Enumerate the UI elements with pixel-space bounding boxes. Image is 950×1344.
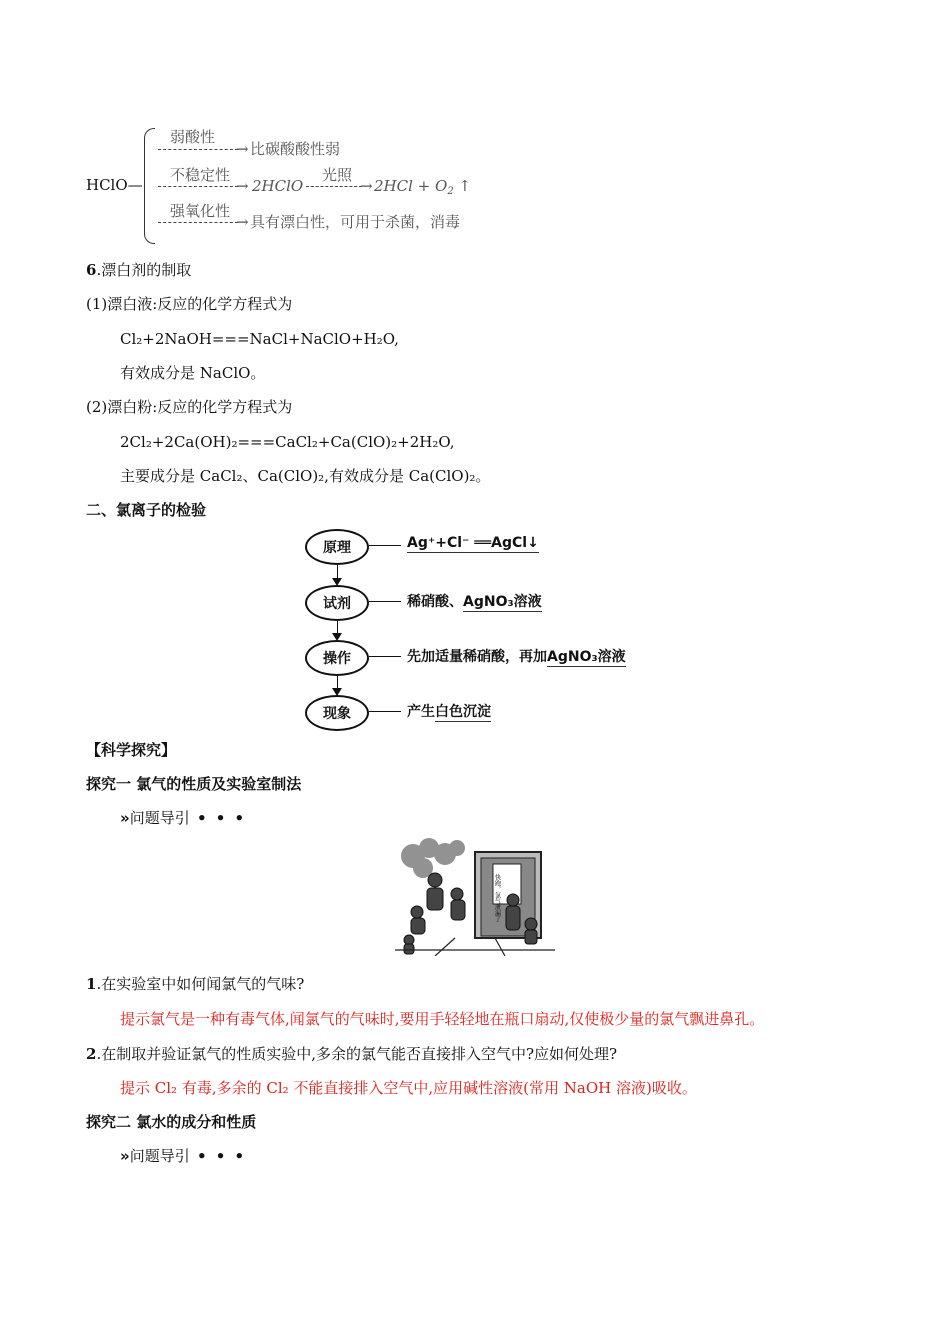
flow-node-operation: 操作 <box>305 640 369 676</box>
hclo-row3-arrowhead: → <box>236 213 249 231</box>
flow-node-reagent: 试剂 <box>305 585 369 621</box>
hclo-row1-result: 比碳酸酸性弱 <box>250 140 341 158</box>
flow-arrow-1 <box>332 578 342 586</box>
bleach-liquid-title: (1)漂白液:反应的化学方程式为 <box>86 295 293 313</box>
flow-connector-1 <box>337 565 338 579</box>
hclo-row2-cond-arrow <box>306 186 362 187</box>
flow-line-4 <box>369 711 401 712</box>
question-1: 1.在实验室中如何闻氯气的气味? <box>86 975 305 993</box>
chlorine-leak-cartoon <box>395 838 555 956</box>
hclo-row1-arrowhead: → <box>236 140 249 158</box>
bleach-liquid-equation: Cl₂+2NaOH===NaCl+NaClO+H₂O, <box>120 330 399 348</box>
question-guide-1: »问题导引 • • • <box>120 809 247 827</box>
flow-line-2 <box>369 601 401 602</box>
question-guide-2: »问题导引 • • • <box>120 1147 247 1165</box>
explore1-title: 探究一 氯气的性质及实验室制法 <box>86 775 302 793</box>
hclo-brace <box>144 128 155 244</box>
double-chevron-icon: » <box>120 1147 130 1165</box>
bleach-powder-component: 主要成分是 CaCl₂、Ca(ClO)₂,有效成分是 Ca(ClO)₂。 <box>120 467 491 485</box>
flow-arrow-3 <box>332 688 342 696</box>
dots-icon: • • • <box>189 809 247 827</box>
hclo-row3-condition: 强氧化性 <box>170 202 231 220</box>
flow-text-principle: Ag⁺+Cl⁻ ══AgCl↓ <box>407 535 539 551</box>
hclo-row3-result: 具有漂白性，可用于杀菌，消毒 <box>250 213 461 231</box>
flow-line-3 <box>369 656 401 657</box>
question-2: 2.在制取并验证氯气的性质实验中,多余的氯气能否直接排入空气中?应如何处理? <box>86 1045 618 1063</box>
chloride-test-title: 二、氯离子的检验 <box>86 501 207 519</box>
hclo-row2-cond-arrowhead: → <box>360 177 373 195</box>
cartoon-speech-text: 快跑，氯气泄漏了 <box>493 874 501 922</box>
hclo-row2-arrowhead: → <box>236 177 249 195</box>
double-chevron-icon: » <box>120 809 130 827</box>
flow-arrow-2 <box>332 633 342 641</box>
flow-text-reagent: 稀硝酸、AgNO₃溶液 <box>407 594 542 610</box>
dots-icon: • • • <box>189 1147 247 1165</box>
flow-text-phenomenon: 产生白色沉淀 <box>407 704 491 720</box>
hclo-row2-eq-left: 2HClO <box>252 177 304 195</box>
hclo-row2-cond: 光照 <box>322 166 353 184</box>
bleach-powder-equation: 2Cl₂+2Ca(OH)₂===CaCl₂+Ca(ClO)₂+2H₂O, <box>120 433 455 451</box>
flow-node-phenomenon: 现象 <box>305 695 369 731</box>
hclo-label: HClO— <box>86 176 143 194</box>
hclo-row1-arrow <box>158 149 238 150</box>
bleach-liquid-component: 有效成分是 NaClO。 <box>120 364 266 382</box>
science-explore-heading: 【科学探究】 <box>86 741 177 759</box>
flow-line-1 <box>369 545 401 546</box>
answer-2: 提示 Cl₂ 有毒,多余的 Cl₂ 不能直接排入空气中,应用碱性溶液(常用 NaOH 溶液)吸收。 <box>120 1079 697 1097</box>
explore2-title: 探究二 氯水的成分和性质 <box>86 1113 257 1131</box>
flow-node-principle: 原理 <box>305 529 369 565</box>
hclo-row1-condition: 弱酸性 <box>170 128 216 146</box>
answer-1: 提示氯气是一种有毒气体,闻氯气的气味时,要用手轻轻地在瓶口扇动,仅使极少量的氯气飘进鼻孔。 <box>120 1010 765 1028</box>
flow-text-operation: 先加适量稀硝酸，再加AgNO₃溶液 <box>407 649 626 665</box>
section6-title: 6.漂白剂的制取 <box>86 261 192 279</box>
hclo-row2-eq-right: $2HCl + O_2$ ↑ <box>374 177 472 197</box>
bleach-powder-title: (2)漂白粉:反应的化学方程式为 <box>86 398 293 416</box>
hclo-row2-arrow <box>158 186 238 187</box>
hclo-row3-arrow <box>158 222 238 223</box>
hclo-row2-condition: 不稳定性 <box>170 166 231 184</box>
